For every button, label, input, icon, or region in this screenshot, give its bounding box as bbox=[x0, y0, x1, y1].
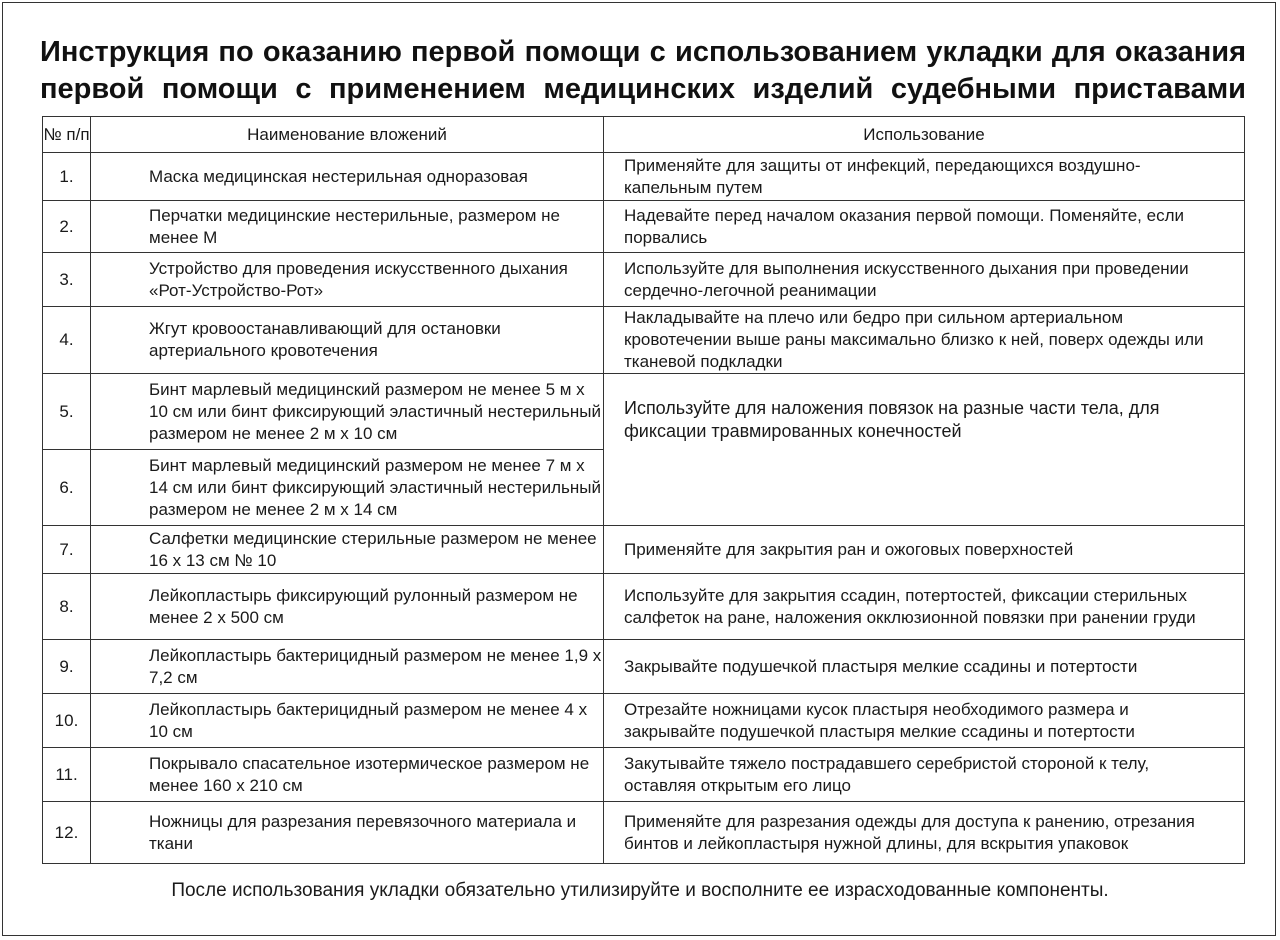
item-usage: Применяйте для разрезания одежды для доступа к ранению, отрезания бинтов и лейкопластыря нужной длины, для вскрытия упаковок bbox=[624, 811, 1195, 853]
item-usage-cell bbox=[604, 694, 1245, 748]
row-number: 4. bbox=[43, 307, 91, 374]
item-name: Салфетки медицинские стерильные размером не менее 16 х 13 см № 10 bbox=[149, 528, 597, 570]
item-usage: Используйте для выполнения искусственного дыхания при проведении сердечно-легочной реанимации bbox=[624, 258, 1189, 300]
table-row bbox=[43, 640, 1245, 694]
item-name-cell bbox=[91, 640, 604, 694]
item-name: Лейкопластырь фиксирующий рулонный размером не менее 2 х 500 см bbox=[149, 585, 578, 627]
item-name-cell bbox=[91, 374, 604, 450]
item-name: Лейкопластырь бактерицидный размером не менее 4 х 10 см bbox=[149, 699, 588, 741]
table-row bbox=[43, 201, 1245, 253]
table-row bbox=[43, 748, 1245, 802]
item-usage: Отрезайте ножницами кусок пластыря необходимого размера и закрывайте подушечкой пластыря мелкие ссадины и потертости bbox=[624, 699, 1135, 741]
item-name: Ножницы для разрезания перевязочного материала и ткани bbox=[149, 811, 577, 853]
row-number: 3. bbox=[43, 253, 91, 307]
table-row bbox=[43, 574, 1245, 640]
row-number: 5. bbox=[43, 374, 91, 450]
item-usage-cell bbox=[604, 307, 1245, 374]
item-usage: Надевайте перед началом оказания первой помощи. Поменяйте, если порвались bbox=[624, 205, 1184, 247]
item-usage: Используйте для закрытия ссадин, потертостей, фиксации стерильных салфеток на ране, наложения окклюзионной повязки при ранении груди bbox=[624, 585, 1196, 627]
item-name-cell bbox=[91, 153, 604, 201]
item-usage-cell bbox=[604, 748, 1245, 802]
item-usage-cell bbox=[604, 153, 1245, 201]
row-number: 12. bbox=[43, 802, 91, 864]
item-usage-cell bbox=[604, 574, 1245, 640]
header-num: № п/п bbox=[43, 117, 91, 153]
item-name-cell bbox=[91, 694, 604, 748]
item-name: Устройство для проведения искусственного дыхания «Рот-Устройство-Рот» bbox=[149, 258, 568, 300]
item-name-cell bbox=[91, 450, 604, 526]
first-aid-kit-table bbox=[42, 116, 1245, 864]
row-number: 9. bbox=[43, 640, 91, 694]
table-row bbox=[43, 153, 1245, 201]
footer-note: После использования укладки обязательно утилизируйте и восполните ее израсходованные компоненты. bbox=[171, 880, 1109, 901]
row-number: 11. bbox=[43, 748, 91, 802]
item-name: Маска медицинская нестерильная одноразовая bbox=[149, 166, 528, 186]
table-row bbox=[43, 526, 1245, 574]
item-usage: Закутывайте тяжело пострадавшего серебристой стороной к телу, оставляя открытым его лицо bbox=[624, 753, 1150, 795]
table-row bbox=[43, 694, 1245, 748]
item-usage-cell bbox=[604, 640, 1245, 694]
item-name: Бинт марлевый медицинский размером не менее 7 м х 14 см или бинт фиксирующий эластичный нестерильный размером не менее 2 м х 14 см bbox=[149, 455, 601, 519]
item-name-cell bbox=[91, 253, 604, 307]
row-number: 8. bbox=[43, 574, 91, 640]
row-number: 10. bbox=[43, 694, 91, 748]
item-name: Перчатки медицинские нестерильные, размером не менее М bbox=[149, 205, 560, 247]
item-usage-cell bbox=[604, 374, 1245, 526]
item-name: Бинт марлевый медицинский размером не менее 5 м х 10 см или бинт фиксирующий эластичный нестерильный размером не менее 2 м х 10 см bbox=[149, 379, 601, 443]
item-usage: Применяйте для защиты от инфекций, передающихся воздушно-капельным путем bbox=[624, 155, 1141, 197]
row-number: 2. bbox=[43, 201, 91, 253]
item-usage-cell bbox=[604, 201, 1245, 253]
row-number: 7. bbox=[43, 526, 91, 574]
item-usage: Используйте для наложения повязок на разные части тела, для фиксации травмированных конечностей bbox=[624, 397, 1160, 441]
item-usage-cell bbox=[604, 253, 1245, 307]
item-name-cell bbox=[91, 307, 604, 374]
table-row bbox=[43, 374, 1245, 450]
document-title: Инструкция по оказанию первой помощи с использованием укладки для оказания первой помощи с применением медицинских изделий судебными приставами bbox=[40, 36, 1246, 105]
item-name: Покрывало спасательное изотермическое размером не менее 160 х 210 см bbox=[149, 753, 590, 795]
table-row bbox=[43, 307, 1245, 374]
item-name-cell bbox=[91, 748, 604, 802]
table-header-row bbox=[43, 117, 1245, 153]
table-row bbox=[43, 253, 1245, 307]
row-number: 6. bbox=[43, 450, 91, 526]
item-name-cell bbox=[91, 201, 604, 253]
item-name: Лейкопластырь бактерицидный размером не менее 1,9 х 7,2 см bbox=[149, 645, 602, 687]
item-name-cell bbox=[91, 802, 604, 864]
item-usage: Накладывайте на плечо или бедро при сильном артериальном кровотечении выше раны максимально близко к ней, поверх одежды или тканевой подкладки bbox=[624, 308, 1204, 371]
item-name-cell bbox=[91, 526, 604, 574]
item-name: Жгут кровоостанавливающий для остановки артериального кровотечения bbox=[149, 319, 501, 360]
header-name: Наименование вложений bbox=[91, 117, 604, 153]
item-usage-cell bbox=[604, 526, 1245, 574]
row-number: 1. bbox=[43, 153, 91, 201]
item-usage: Применяйте для закрытия ран и ожоговых поверхностей bbox=[624, 539, 1074, 559]
table-row bbox=[43, 802, 1245, 864]
item-usage-cell bbox=[604, 802, 1245, 864]
item-usage: Закрывайте подушечкой пластыря мелкие ссадины и потертости bbox=[624, 656, 1138, 676]
item-name-cell bbox=[91, 574, 604, 640]
header-use: Использование bbox=[604, 117, 1245, 153]
